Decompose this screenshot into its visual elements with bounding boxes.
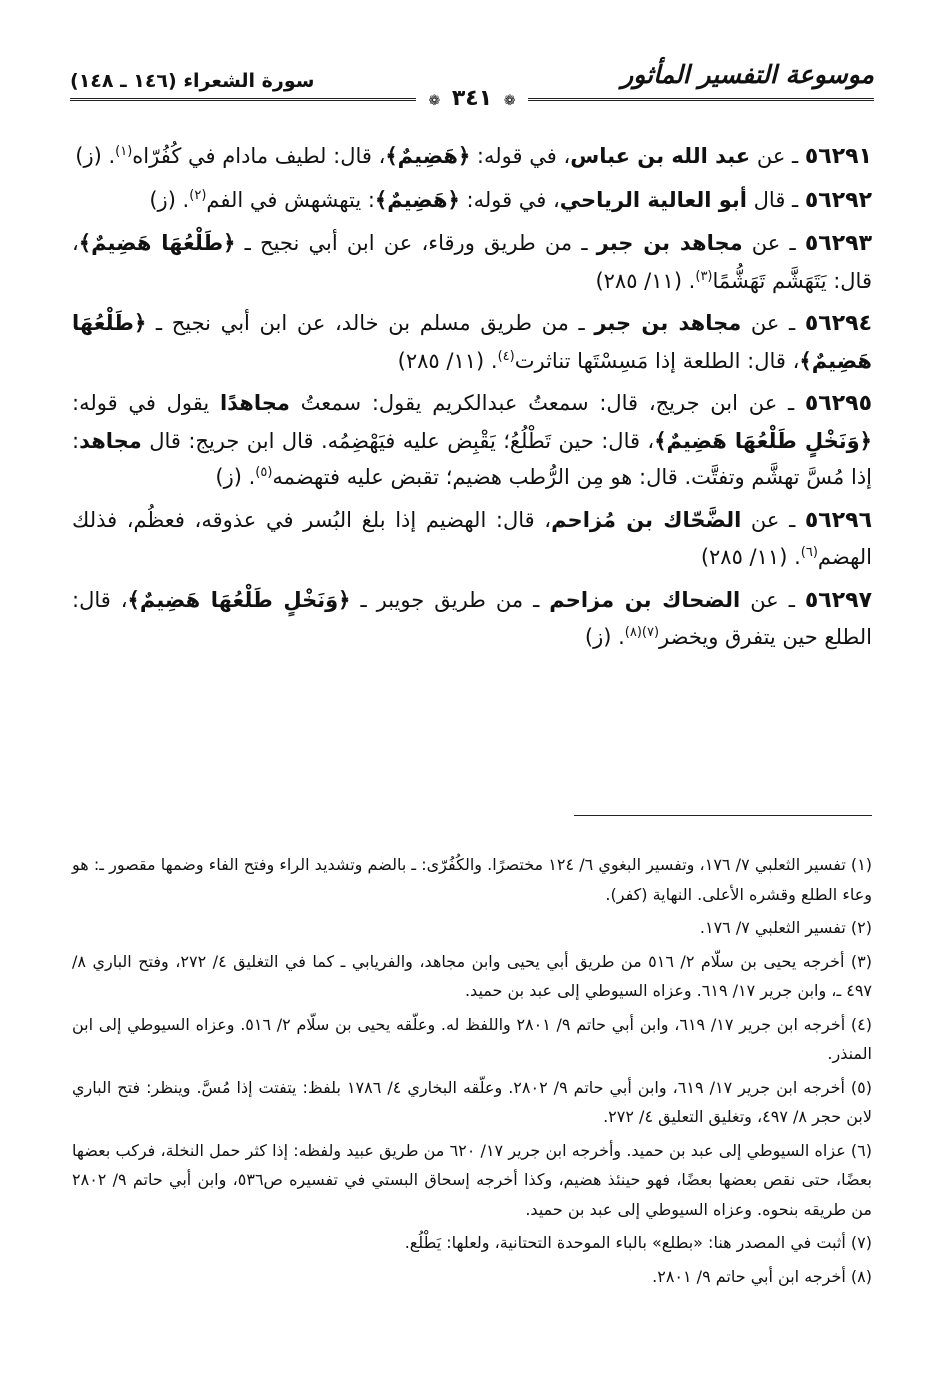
entry-text: . (ز)	[75, 144, 116, 168]
footnote-ref: (١)	[115, 144, 133, 159]
entry-text: : إذا مُسَّ تهشَّم وتفتَّت. قال: هو مِن الرُّطب هضيم؛ تقبض عليه فتهضمه	[72, 428, 872, 489]
page-number-box	[0, 86, 944, 111]
entry-text: ، قال: الطلعة إذا مَسِسْتَها تناثرت	[514, 348, 800, 373]
ornament-icon: ❁	[428, 93, 441, 109]
footnote-ref: (٤)	[497, 348, 515, 364]
entry-text: ﴿طَلْعُهَا هَضِيمٌ﴾	[78, 231, 236, 255]
footnote: (٧) أثبت في المصدر هنا: «بطلع» بالباء الموحدة التحتانية، ولعلها: يَطْلُع.	[404, 1233, 872, 1252]
entry-text: . (١١/ ٢٨٥)	[397, 348, 498, 373]
footnote-ref: (٨)	[624, 625, 642, 640]
entry-text: ـ عن	[742, 231, 805, 255]
footnotes	[72, 850, 872, 1295]
entry-text: ـ عن ابن جريج، قال: سمعتُ عبدالكريم يقول: سمعتُ	[289, 391, 805, 415]
entry-text: الضحاك بن مزاحم	[549, 587, 741, 612]
footnote: (٦) عزاه السيوطي إلى عبد بن حميد. وأخرجه ابن جرير ١٧/ ٦٢٠ من طريق عبيد ولفظه: إذا كثر حمل النخلة، فركب بعضها بعضًا، حتى نقص بعضها بعضًا، فهو حينئذ هضيم، وكذا أخرجه إسحاق البستي في تفسيره ص٥٣٦، وابن أبي حاتم ٩/ ٢٨٠٢ من طريقه بنحوه. وعزاه السيوطي إلى عبد بن حميد.	[72, 1140, 873, 1219]
footnote: (٣) أخرجه يحيى بن سلّام ٢/ ٥١٦ من طريق أبي يحيى وابن مجاهد، والفريابي ـ كما في التغليق ٤/ ٢٧٢، وفتح الباري ٨/ ٤٩٧ ـ، وابن جرير ١٧/ ٦١٩. وعزاه السيوطي إلى عبد بن حميد.	[72, 951, 872, 1000]
entry-text: ـ عن	[750, 144, 805, 168]
ornament-icon: ❁	[503, 93, 516, 109]
entry-text: عبد الله بن عباس	[570, 144, 751, 168]
narration-entry	[72, 182, 872, 220]
book-title: موسوعة التفسير المأثور	[621, 60, 874, 89]
entry-text: ـ قال	[746, 187, 805, 212]
narration-entry	[72, 582, 872, 656]
narration-entry	[72, 138, 872, 176]
entry-text: ، في قوله:	[470, 144, 571, 168]
entry-number: ٥٦٢٩١	[804, 144, 872, 169]
entry-number: ٥٦٢٩٤	[804, 311, 873, 336]
footnote: (٨) أخرجه ابن أبي حاتم ٩/ ٢٨٠١.	[652, 1266, 872, 1286]
narration-entry	[72, 225, 872, 299]
entry-text: ﴿هَضِيمٌ﴾	[374, 187, 460, 212]
entry-text: . (ز)	[215, 465, 256, 489]
entry-text: ـ عن	[741, 311, 805, 335]
narration-entry	[72, 502, 872, 576]
entry-text: . (ز)	[584, 625, 625, 649]
entry-text: أبو العالية الرياحي	[559, 187, 747, 212]
footnote-ref: (٢)	[189, 187, 207, 203]
entry-text: ـ عن	[740, 587, 805, 612]
surah-title: سورة الشعراء (١٤٦ ـ ١٤٨)	[70, 70, 315, 92]
entry-text: . (١١/ ٢٨٥)	[595, 268, 696, 293]
footnote: (٤) أخرجه ابن جرير ١٧/ ٦١٩، وابن أبي حاتم ٩/ ٢٨٠١ واللفظ له. وعلّقه يحيى بن سلّام ٢/ ٥١٦. وعزاه السيوطي إلى ابن المنذر.	[72, 1014, 872, 1063]
entry-text: . (ز)	[149, 187, 190, 212]
entry-text: ﴿طَلْعُهَا هَضِيمٌ﴾	[72, 311, 872, 373]
page-number: ٣٤١	[451, 86, 493, 111]
entry-number: ٥٦٢٩٧	[804, 587, 872, 613]
entry-text: مجاهد	[79, 428, 142, 453]
entry-text: مجاهد بن جبر	[594, 311, 742, 335]
footnote: (٢) تفسير الثعلبي ٧/ ١٧٦.	[699, 918, 872, 937]
footnote-ref: (٣)	[695, 268, 713, 284]
footnote-ref: (٥)	[255, 465, 273, 480]
entry-text: . (١١/ ٢٨٥)	[700, 545, 801, 569]
entry-number: ٥٦٢٩٥	[804, 391, 872, 416]
entry-text: ﴿وَنَخْلٍ طَلْعُهَا هَضِيمٌ﴾	[127, 587, 351, 612]
footnote: (٥) أخرجه ابن جرير ١٧/ ٦١٩، وابن أبي حاتم ٩/ ٢٨٠٢. وعلّقه البخاري ٤/ ١٧٨٦ بلفظ: يتفتت إذا مُسَّ. وينظر: فتح الباري لابن حجر ٨/ ٤٩٧، وتغليق التعليق ٤/ ٢٧٢.	[72, 1077, 873, 1126]
entry-text: ـ عن	[741, 507, 805, 532]
entry-text: ـ من طريق ورقاء، عن ابن أبي نجيح ـ	[235, 231, 597, 255]
entry-text: ـ من طريق مسلم بن خالد، عن ابن أبي نجيح ـ	[146, 311, 595, 335]
entry-text: ، قال: الطلع حين يتفرق ويخضر	[72, 587, 872, 649]
footnote: (١) تفسير الثعلبي ٧/ ١٧٦، وتفسير البغوي ٦/ ١٢٤ مختصرًا. والكُفُرّى: ـ بالضم وتشديد الراء وفتح الفاء وضمها مقصور ـ: هو وعاء الطلع وقشره الأعلى. النهاية (كفر).	[72, 855, 873, 904]
entry-text: مجاهدًا	[219, 391, 290, 415]
narration-entry	[72, 305, 872, 379]
footnote-ref: (٧)	[641, 625, 660, 640]
entry-text: ﴿وَنَخْلٍ طَلْعُهَا هَضِيمٌ﴾	[654, 428, 872, 453]
entry-number: ٥٦٢٩٢	[804, 187, 872, 213]
entry-text: ﴿هَضِيمٌ﴾	[385, 144, 471, 168]
entry-number: ٥٦٢٩٦	[804, 507, 872, 533]
entry-text: ، قال: حين تَطْلُعُ؛ يَقْبِض عليه فيَهْضِمُه. قال ابن جريج: قال	[141, 428, 655, 453]
footnote-ref: (٦)	[800, 545, 818, 560]
entry-text: مجاهد بن جبر	[596, 231, 743, 255]
entry-text: ـ من طريق جويبر ـ	[350, 587, 550, 612]
entry-number: ٥٦٢٩٣	[804, 231, 873, 256]
entry-text: : يتهشهش في الفم	[206, 187, 375, 212]
entry-text: ، قال: يَتَهَشَّم تَهَشُّمًا	[72, 231, 872, 293]
entry-text: ، قال: الهضيم إذا بلغ البُسر في عذوقه، فعظُم، فذلك الهضم	[72, 507, 872, 569]
entry-text: ، في قوله:	[459, 187, 560, 212]
entry-text: الضَّحّاك بن مُزاحم	[551, 507, 742, 532]
main-text	[72, 138, 872, 662]
narration-entry	[72, 385, 872, 496]
entry-text: ، قال: لطيف مادام في كُفُرّاه	[132, 144, 386, 168]
entry-text: يقول في قوله:	[72, 391, 220, 415]
footnote-rule	[574, 815, 872, 816]
